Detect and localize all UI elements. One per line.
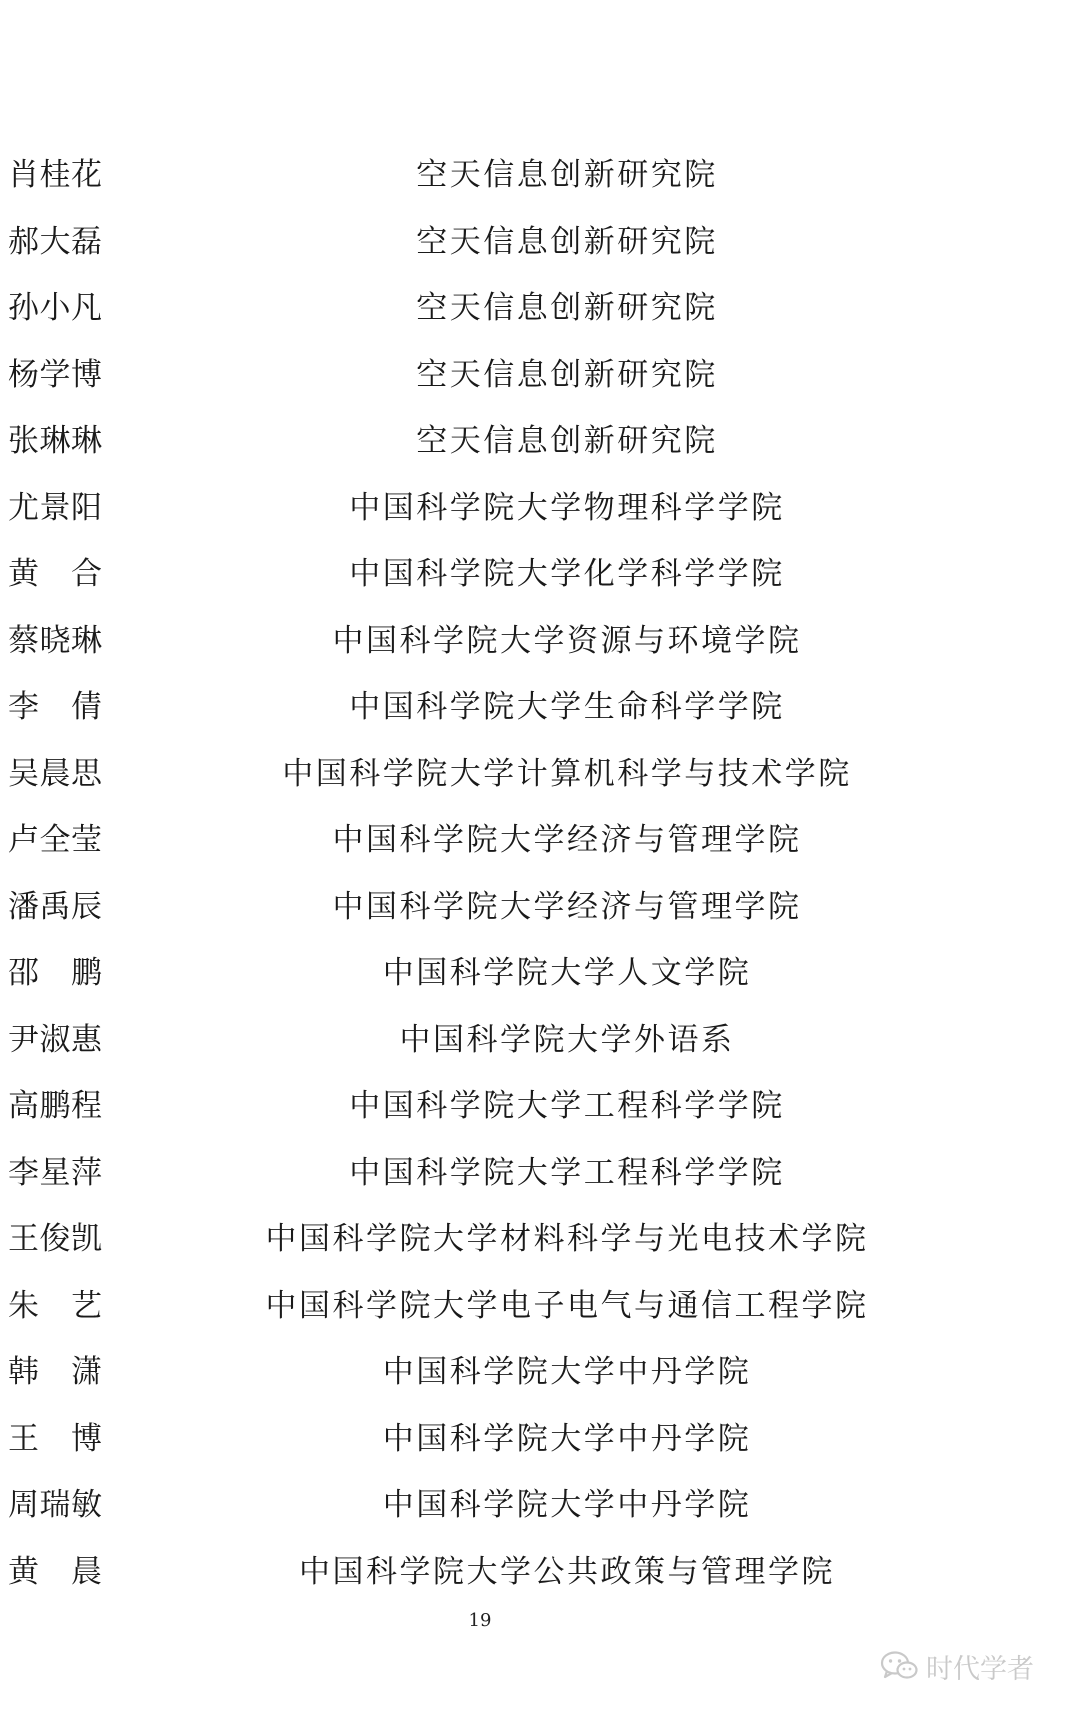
person-name: 张琳琳 <box>8 423 103 459</box>
list-row <box>0 408 1080 475</box>
wechat-icon <box>880 1650 918 1682</box>
institution-name: 中国科学院大学公共政策与管理学院 <box>299 1553 835 1590</box>
institution-name: 中国科学院大学经济与管理学院 <box>332 822 802 858</box>
list-row <box>0 1140 1080 1207</box>
person-name: 郝大磊 <box>8 223 103 260</box>
watermark <box>880 1646 1034 1686</box>
person-name: 卢全莹 <box>8 822 103 858</box>
institution-name: 中国科学院大学资源与环境学院 <box>332 622 802 659</box>
person-name: 吴晨思 <box>8 755 103 792</box>
institution-name: 中国科学院大学生命科学学院 <box>349 689 785 725</box>
institution-name: 空天信息创新研究院 <box>416 423 718 459</box>
page-number: 19 <box>468 1610 492 1631</box>
person-name: 尹淑惠 <box>8 1021 103 1058</box>
institution-name: 中国科学院大学计算机科学与技术学院 <box>282 755 852 792</box>
institution-name: 中国科学院大学化学科学学院 <box>349 556 785 592</box>
person-name: 邵 鹏 <box>8 955 103 991</box>
person-name: 黄 晨 <box>8 1553 103 1590</box>
person-name: 孙小凡 <box>8 290 103 326</box>
institution-name: 空天信息创新研究院 <box>416 223 718 260</box>
list-row <box>0 1073 1080 1140</box>
list-row <box>0 807 1080 874</box>
institution-name: 中国科学院大学中丹学院 <box>382 1420 752 1457</box>
person-name: 黄 合 <box>8 556 103 592</box>
list-row <box>0 1273 1080 1340</box>
list-row <box>0 608 1080 675</box>
list-row <box>0 342 1080 409</box>
institution-name: 中国科学院大学中丹学院 <box>382 1354 752 1390</box>
institution-name: 中国科学院大学人文学院 <box>382 955 752 991</box>
name-list <box>0 142 1080 1605</box>
institution-name: 空天信息创新研究院 <box>416 356 718 393</box>
list-row <box>0 275 1080 342</box>
institution-name: 中国科学院大学工程科学学院 <box>349 1154 785 1191</box>
institution-name: 中国科学院大学工程科学学院 <box>349 1088 785 1124</box>
person-name: 朱 艺 <box>8 1287 103 1324</box>
list-row <box>0 874 1080 941</box>
list-row <box>0 209 1080 276</box>
person-name: 韩 潇 <box>8 1354 103 1390</box>
institution-name: 空天信息创新研究院 <box>416 290 718 326</box>
list-row <box>0 1007 1080 1074</box>
watermark-text: 时代学者 <box>926 1653 1034 1685</box>
institution-name: 中国科学院大学经济与管理学院 <box>332 888 802 925</box>
institution-name: 中国科学院大学电子电气与通信工程学院 <box>265 1287 869 1324</box>
institution-name: 中国科学院大学材料科学与光电技术学院 <box>265 1221 869 1257</box>
list-row <box>0 142 1080 209</box>
person-name: 潘禹辰 <box>8 888 103 925</box>
list-row <box>0 1406 1080 1473</box>
person-name: 尤景阳 <box>8 489 103 526</box>
list-row <box>0 674 1080 741</box>
person-name: 肖桂花 <box>8 157 103 193</box>
institution-name: 中国科学院大学外语系 <box>399 1021 735 1058</box>
institution-name: 空天信息创新研究院 <box>416 157 718 193</box>
list-row <box>0 741 1080 808</box>
person-name: 杨学博 <box>8 356 103 393</box>
person-name: 王 博 <box>8 1420 103 1457</box>
list-row <box>0 940 1080 1007</box>
list-row <box>0 1206 1080 1273</box>
person-name: 周瑞敏 <box>8 1487 103 1523</box>
list-row <box>0 1472 1080 1539</box>
person-name: 李星萍 <box>8 1154 103 1191</box>
list-row <box>0 475 1080 542</box>
person-name: 王俊凯 <box>8 1221 103 1257</box>
institution-name: 中国科学院大学中丹学院 <box>382 1487 752 1523</box>
list-row <box>0 1339 1080 1406</box>
institution-name: 中国科学院大学物理科学学院 <box>349 489 785 526</box>
list-row <box>0 541 1080 608</box>
person-name: 蔡晓琳 <box>8 622 103 659</box>
list-row <box>0 1539 1080 1606</box>
person-name: 李 倩 <box>8 689 103 725</box>
person-name: 高鹏程 <box>8 1088 103 1124</box>
